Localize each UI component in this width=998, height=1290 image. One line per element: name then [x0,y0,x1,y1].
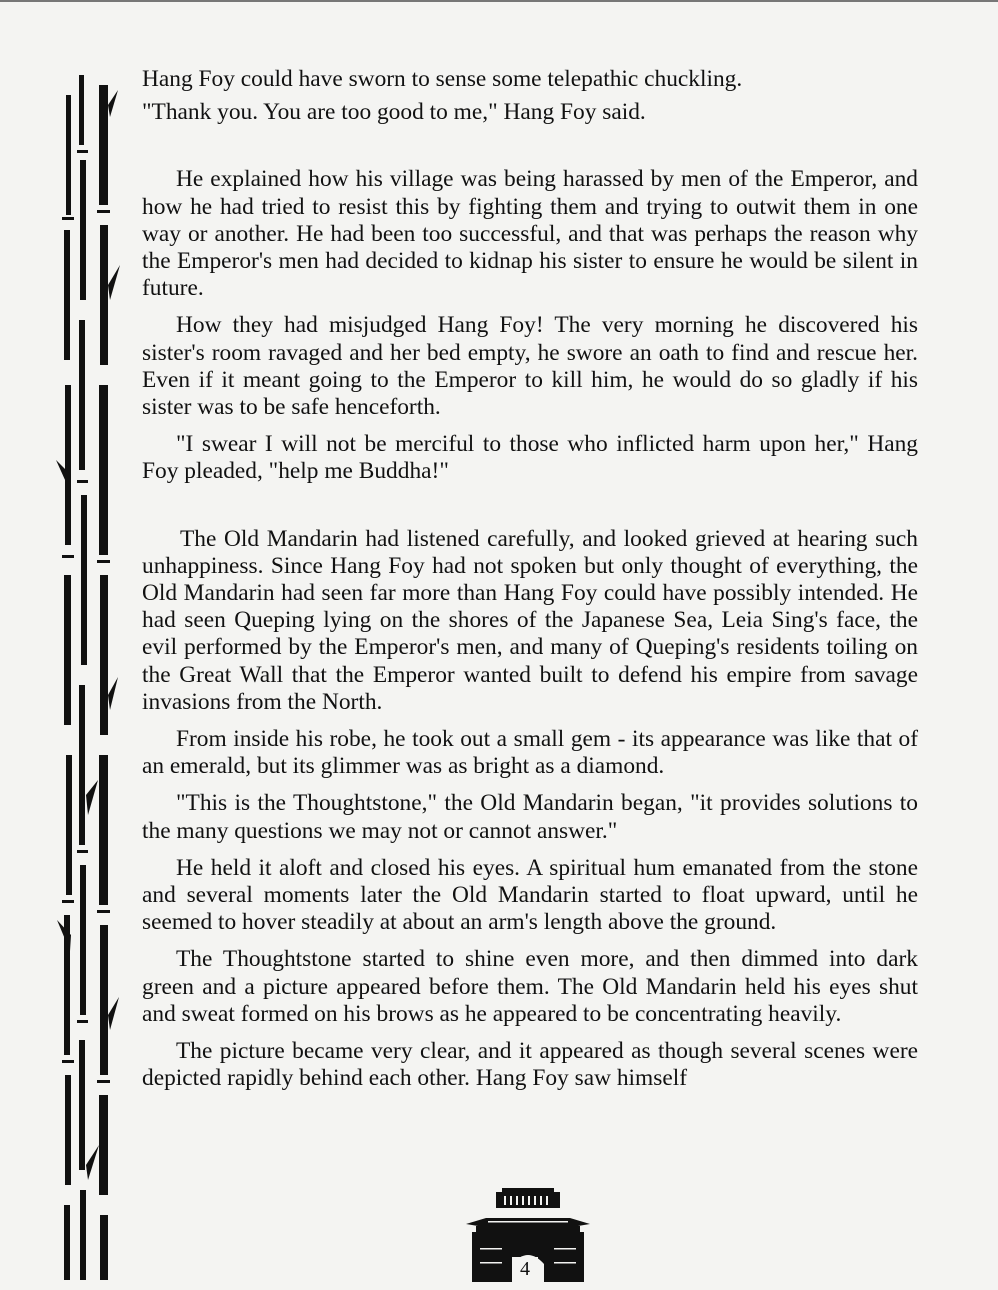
paragraph-2: "Thank you. You are too good to me," Hang Foy said. [142,99,646,126]
paragraph-1: Hang Foy could have sworn to sense some telepathic chuckling. [142,66,743,92]
paragraph-11: The picture became very clear, and it appeared as though several scenes were depicted rapidly behind each other. Hang Foy saw himself [142,1038,918,1092]
page-number: 4 [512,1257,538,1281]
bamboo-border-icon [52,55,122,1285]
paragraph-3: He explained how his village was being harassed by men of the Emperor, and how he had tried to resist this by fighting them and trying to outwit them in one way or another. He had been too successful, and that was perhaps the reason why the Emperor's men had decided to kidnap his sister to ensure he would be silent in future. [142,166,918,302]
paragraph-10: The Thoughtstone started to shine even more, and then dimmed into dark green and a picture appeared before them. The Old Mandarin held his eyes shut and sweat formed on his brows as he appeared to be concentrating heavily. [142,946,918,1027]
paragraph-4: How they had misjudged Hang Foy! The very morning he discovered his sister's room ravaged and her bed empty, he swore an oath to find and rescue her. Even if it meant going to the Emperor to kill him, he would do so gladly if his sister was to be safe henceforth. [142,312,918,421]
paragraph-9: He held it aloft and closed his eyes. A spiritual hum emanated from the stone and several moments later the Old Mandarin started to float upward, until he seemed to hover steadily at about an arm's length above the ground. [142,854,918,936]
paragraph-6: The Old Mandarin had listened carefully, and looked grieved at hearing such unhappiness. Since Hang Foy had not spoken but only thought of everything, the Old Mandarin had seen far more than Hang Foy could have possibly intended. He had seen Queping lying on the shores of the Japanese Sea, Leia Sing's face, the evil performed by the Emperor's men, and many of Queping's residents toiling on the Great Wall that the Emperor wanted built to defend his empire from savage invasions from the North. [142,525,918,715]
story-text [142,66,918,1093]
paragraph-8: "This is the Thoughtstone," the Old Mandarin began, "it provides solutions to the many questions we may not or cannot answer." [142,790,918,844]
paragraph-5: "I swear I will not be merciful to those who inflicted harm upon her," Hang Foy pleaded, "help me Buddha!" [142,431,918,485]
paragraph-7: From inside his robe, he took out a small gem - its appearance was like that of an emerald, but its glimmer was as bright as a diamond. [142,726,918,780]
page-top-rule [0,0,998,2]
